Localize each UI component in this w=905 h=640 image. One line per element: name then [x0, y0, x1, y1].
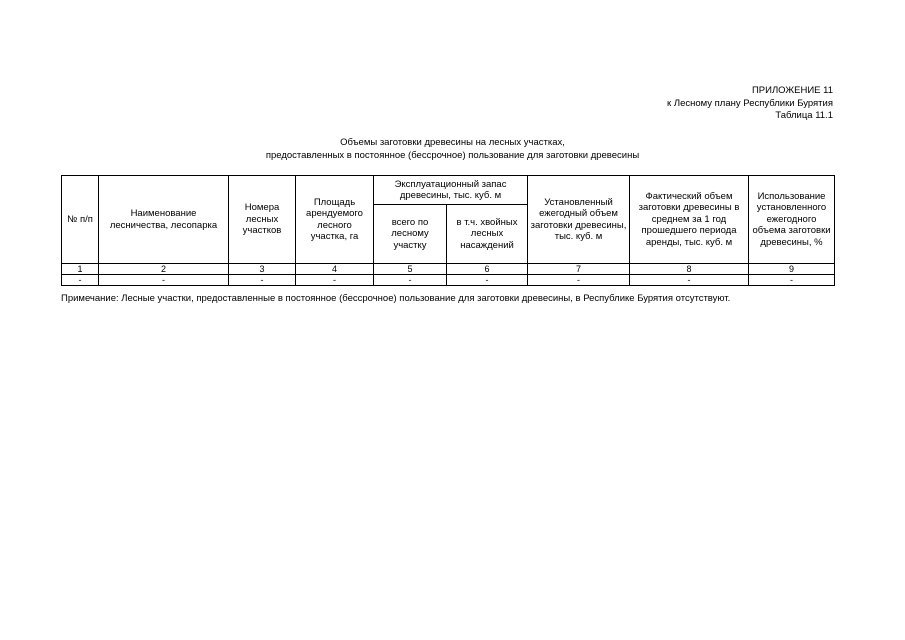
- column-number: 4: [296, 264, 374, 275]
- table-cell: -: [62, 275, 99, 286]
- column-group-header-stock: Эксплуатационный запас древесины, тыс. куб. м: [374, 176, 528, 205]
- column-header-usage-percent: Использование установленного ежегодного объема заготовки древесины, %: [749, 176, 835, 264]
- title-line-1: Объемы заготовки древесины на лесных участках,: [340, 137, 565, 148]
- table-note: Примечание: Лесные участки, предоставленные в постоянное (бессрочное) пользование для заготовки древесины, в Республике Бурятия отсутствуют.: [61, 293, 731, 304]
- appendix-label: ПРИЛОЖЕНИЕ 11: [751, 85, 833, 96]
- column-header-forestry-name: Наименование лесничества, лесопарка: [99, 176, 229, 264]
- table-cell: -: [296, 275, 374, 286]
- harvest-volume-table: [61, 175, 835, 286]
- table-cell: -: [374, 275, 447, 286]
- table-cell: -: [749, 275, 835, 286]
- column-number: 8: [630, 264, 749, 275]
- title-line-2: предоставленных в постоянное (бессрочное) пользование для заготовки древесины: [265, 149, 640, 161]
- column-number: 5: [374, 264, 447, 275]
- column-header-stock-conifer: в т.ч. хвойных лесных насаждений: [447, 205, 528, 264]
- column-header-area: Площадь арендуемого лесного участка, га: [296, 176, 374, 264]
- appendix-header: [667, 85, 833, 123]
- column-header-annual-volume: Установленный ежегодный объем заготовки древесины, тыс. куб. м: [528, 176, 630, 264]
- column-header-actual-volume: Фактический объем заготовки древесины в среднем за 1 год прошедшего периода аренды, тыс. куб. м: [630, 176, 749, 264]
- table-cell: -: [630, 275, 749, 286]
- column-header-plot-numbers: Номера лесных участков: [229, 176, 296, 264]
- table-cell: -: [528, 275, 630, 286]
- appendix-subtitle: к Лесному плану Республики Бурятия: [667, 97, 833, 109]
- column-number: 9: [749, 264, 835, 275]
- table-cell: -: [229, 275, 296, 286]
- column-header-stock-total: всего по лесному участку: [374, 205, 447, 264]
- column-number: 3: [229, 264, 296, 275]
- table-row: [62, 275, 835, 286]
- table-reference: Таблица 11.1: [775, 110, 833, 121]
- document-title: [0, 137, 905, 162]
- column-numbers-row: [62, 264, 835, 275]
- table-cell: -: [447, 275, 528, 286]
- column-number: 7: [528, 264, 630, 275]
- column-number: 1: [62, 264, 99, 275]
- column-number: 2: [99, 264, 229, 275]
- table-cell: -: [99, 275, 229, 286]
- column-number: 6: [447, 264, 528, 275]
- column-header-number: № п/п: [62, 176, 99, 264]
